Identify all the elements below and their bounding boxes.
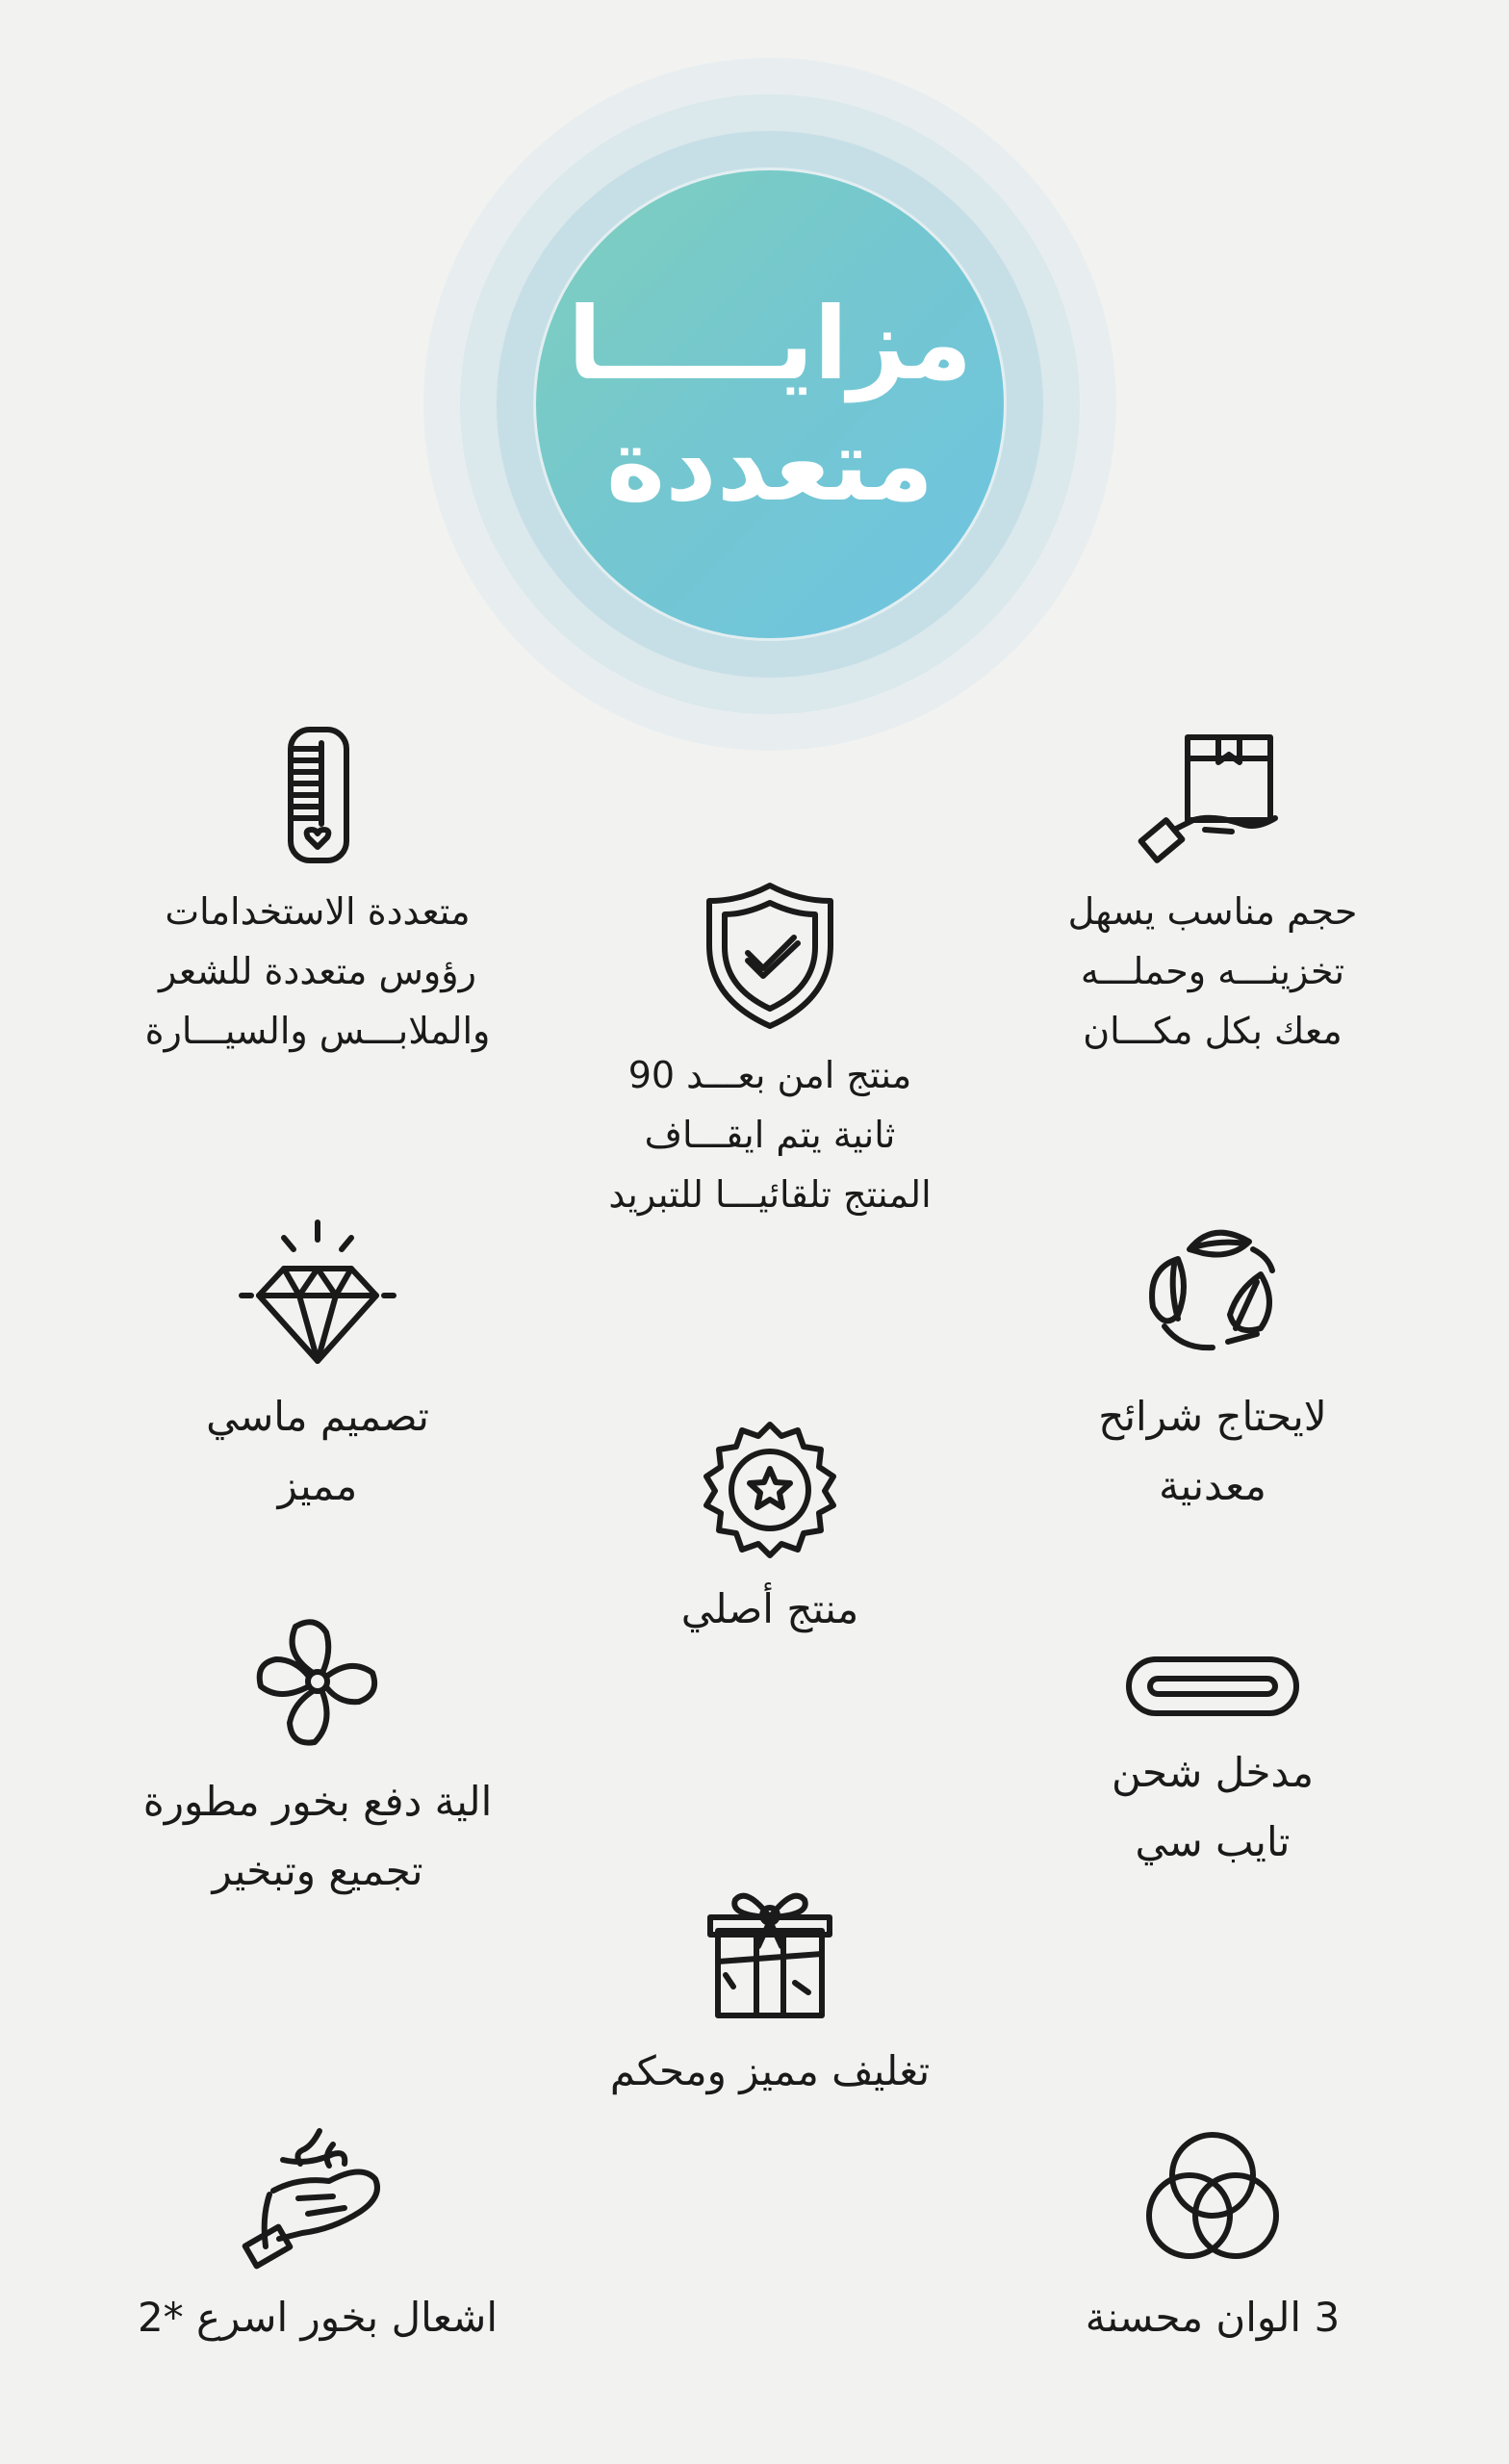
box-in-hand-icon xyxy=(1136,724,1290,868)
feature-safety xyxy=(558,878,982,1224)
comb-icon xyxy=(279,724,356,868)
feature-multiuse-text: متعددة الاستخدامات رؤوس متعددة للشعر والملابـــس والسيـــارة xyxy=(144,890,491,1052)
feature-ignition-text: اشعال بخور اسرع *2 xyxy=(137,2294,499,2341)
feature-colors-text: 3 الوان محسنة xyxy=(1085,2294,1341,2341)
hand-flame-icon xyxy=(241,2125,395,2270)
hero-title-line1: مزايـــــا xyxy=(567,284,973,402)
feature-usb-c-text: مدخل شحن تايب سي xyxy=(1112,1749,1314,1865)
hero-badge xyxy=(423,58,1116,751)
feature-usb-c xyxy=(1020,1648,1405,1877)
feature-packaging-text: تغليف مميز ومحكم xyxy=(609,2047,931,2094)
feature-no-chips-text: لايحتاج شرائح معدنية xyxy=(1098,1393,1327,1509)
feature-diamond-text: تصميم ماسي مميز xyxy=(206,1393,429,1509)
star-badge-icon xyxy=(698,1417,842,1561)
feature-fan xyxy=(106,1609,529,1906)
feature-original xyxy=(597,1417,943,1644)
feature-fan-text: الية دفع بخور مطورة تجميع وتبخير xyxy=(142,1778,493,1894)
feature-diamond xyxy=(125,1215,510,1521)
feature-ignition xyxy=(106,2125,529,2352)
feature-no-chips xyxy=(1020,1215,1405,1521)
recycle-leaves-icon xyxy=(1136,1215,1290,1369)
feature-storage xyxy=(1001,724,1424,1061)
feature-packaging xyxy=(549,1879,991,2106)
color-circles-icon xyxy=(1136,2125,1290,2270)
usb-c-port-icon xyxy=(1121,1648,1304,1725)
hero-title-line2: متعددة xyxy=(605,406,934,524)
diamond-icon xyxy=(236,1215,399,1369)
hero-title xyxy=(536,170,1004,638)
fan-icon xyxy=(245,1609,390,1754)
feature-safety-text: منتج امن بعـــد 90 ثانية يتم ايقـــاف المنتج تلقائيـــا للتبريد xyxy=(608,1054,932,1216)
feature-colors xyxy=(1020,2125,1405,2352)
gift-box-icon xyxy=(703,1879,837,2023)
feature-original-text: منتج أصلي xyxy=(680,1585,859,1632)
shield-check-icon xyxy=(698,878,842,1032)
feature-storage-text: حجم مناسب يسهل تخزينـــه وحملـــه معك بكل مكـــان xyxy=(1067,890,1358,1052)
feature-multiuse xyxy=(96,724,539,1061)
